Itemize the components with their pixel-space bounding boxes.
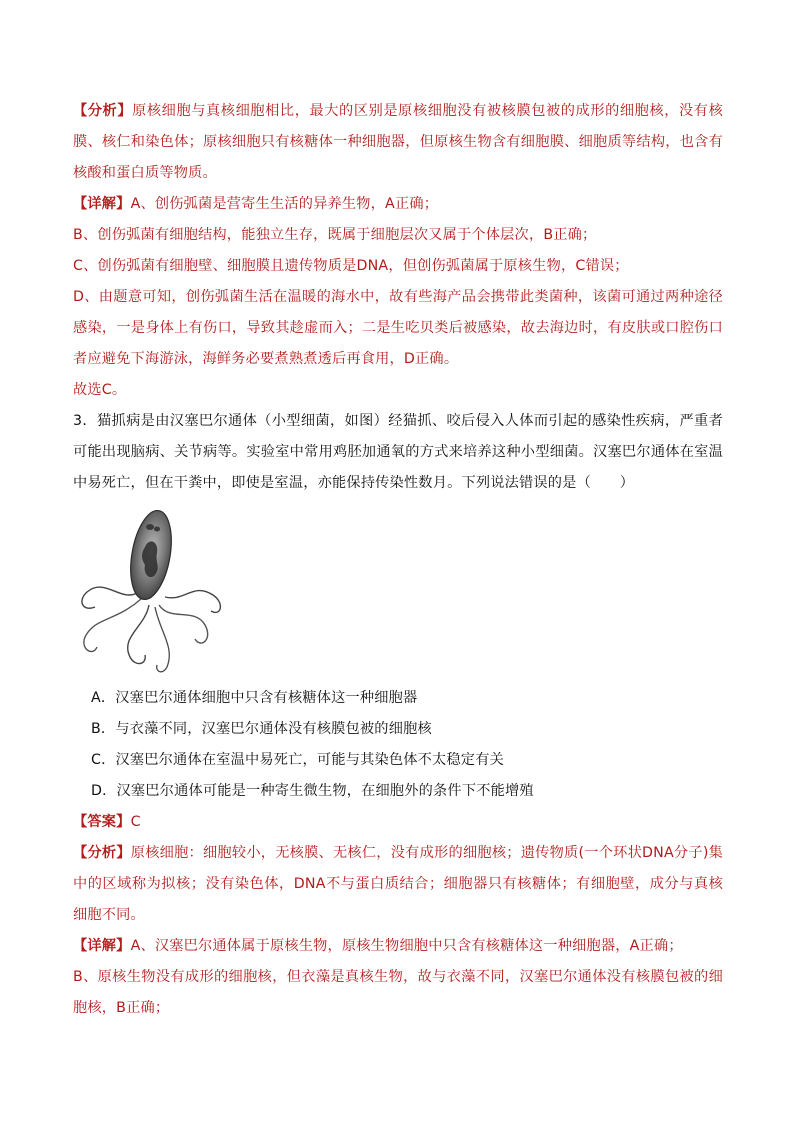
analysis-text: 原核细胞与真核细胞相比，最大的区别是原核细胞没有被核膜包被的成形的细胞核，没有核膜、核仁和染色体；原核细胞只有核糖体一种细胞器，但原核生物含有细胞膜、细胞质等结构，也含有核酸和蛋白质等物质。 [73, 103, 723, 181]
detail-paragraph-1 [73, 189, 723, 220]
analysis-text: 原核细胞：细胞较小，无核膜、无核仁，没有成形的细胞核；遗传物质(一个环状DNA分子)集中的区域称为拟核；没有染色体，DNA不与蛋白质结合；细胞器只有核糖体；有细胞壁，成分与真核细胞不同。 [73, 845, 723, 923]
detail-line: C、创伤弧菌有细胞壁、细胞膜且遗传物质是DNA，但创伤弧菌属于原核生物，C错误； [73, 258, 629, 274]
option-text: 汉塞巴尔通体可能是一种寄生微生物，在细胞外的条件下不能增殖 [116, 783, 534, 799]
detail-conclusion: 故选C。 [73, 382, 127, 398]
option-letter: B． [91, 721, 116, 737]
detail-paragraph-2 [73, 931, 723, 962]
document-content [73, 96, 723, 1024]
detail-tag: 【详解】 [73, 196, 131, 212]
options-list [91, 683, 723, 807]
detail-line: A、汉塞巴尔通体属于原核生物，原核生物细胞中只含有核糖体这一种细胞器，A正确； [130, 938, 683, 954]
option-a [91, 683, 723, 714]
bacterium-figure [75, 507, 231, 677]
option-b [91, 714, 723, 745]
bacterium-illustration-icon [75, 507, 231, 677]
analysis-paragraph-1 [73, 96, 723, 189]
detail-line: B、原核生物没有成形的细胞核，但衣藻是真核生物，故与衣藻不同，汉塞巴尔通体没有核膜包被的细胞核，B正确； [73, 969, 723, 1016]
option-text: 汉塞巴尔通体细胞中只含有核糖体这一种细胞器 [115, 690, 418, 706]
analysis-paragraph-2 [73, 838, 723, 931]
option-d [91, 776, 723, 807]
answer-paragraph [73, 807, 723, 838]
analysis-tag: 【分析】 [73, 845, 131, 861]
detail-tag: 【详解】 [73, 938, 131, 954]
detail-line: D、由题意可知，创伤弧菌生活在温暖的海水中，故有些海产品会携带此类菌种，该菌可通过两种途径感染，一是身体上有伤口，导致其趁虚而入；二是生吃贝类后被感染，故去海边时，有皮肤或口腔伤口者应避免下海游泳，海鲜务必要煮熟煮透后再食用，D正确。 [73, 289, 723, 367]
analysis-tag: 【分析】 [73, 103, 133, 119]
answer-tag: 【答案】 [73, 814, 131, 830]
question-stem: 3．猫抓病是由汉塞巴尔通体（小型细菌，如图）经猫抓、咬后侵入人体而引起的感染性疾病，严重者可能出现脑病、关节病等。实验室中常用鸡胚加通氧的方式来培养这种小型细菌。汉塞巴尔通体在室温中易死亡，但在干粪中，即使是室温，亦能保持传染性数月。下列说法错误的是（ ） [73, 413, 723, 491]
option-letter: D． [91, 783, 117, 799]
detail-line: B、创伤弧菌有细胞结构，能独立生存，既属于细胞层次又属于个体层次，B正确； [73, 227, 597, 243]
option-text: 与衣藻不同，汉塞巴尔通体没有核膜包被的细胞核 [115, 721, 432, 737]
option-c [91, 745, 723, 776]
option-letter: C． [91, 752, 116, 768]
answer-value: C [130, 814, 141, 830]
option-letter: A． [91, 690, 116, 706]
detail-line: A、创伤弧菌是营寄生生活的异养生物，A正确； [130, 196, 439, 212]
option-text: 汉塞巴尔通体在室温中易死亡，可能与其染色体不太稳定有关 [115, 752, 504, 768]
